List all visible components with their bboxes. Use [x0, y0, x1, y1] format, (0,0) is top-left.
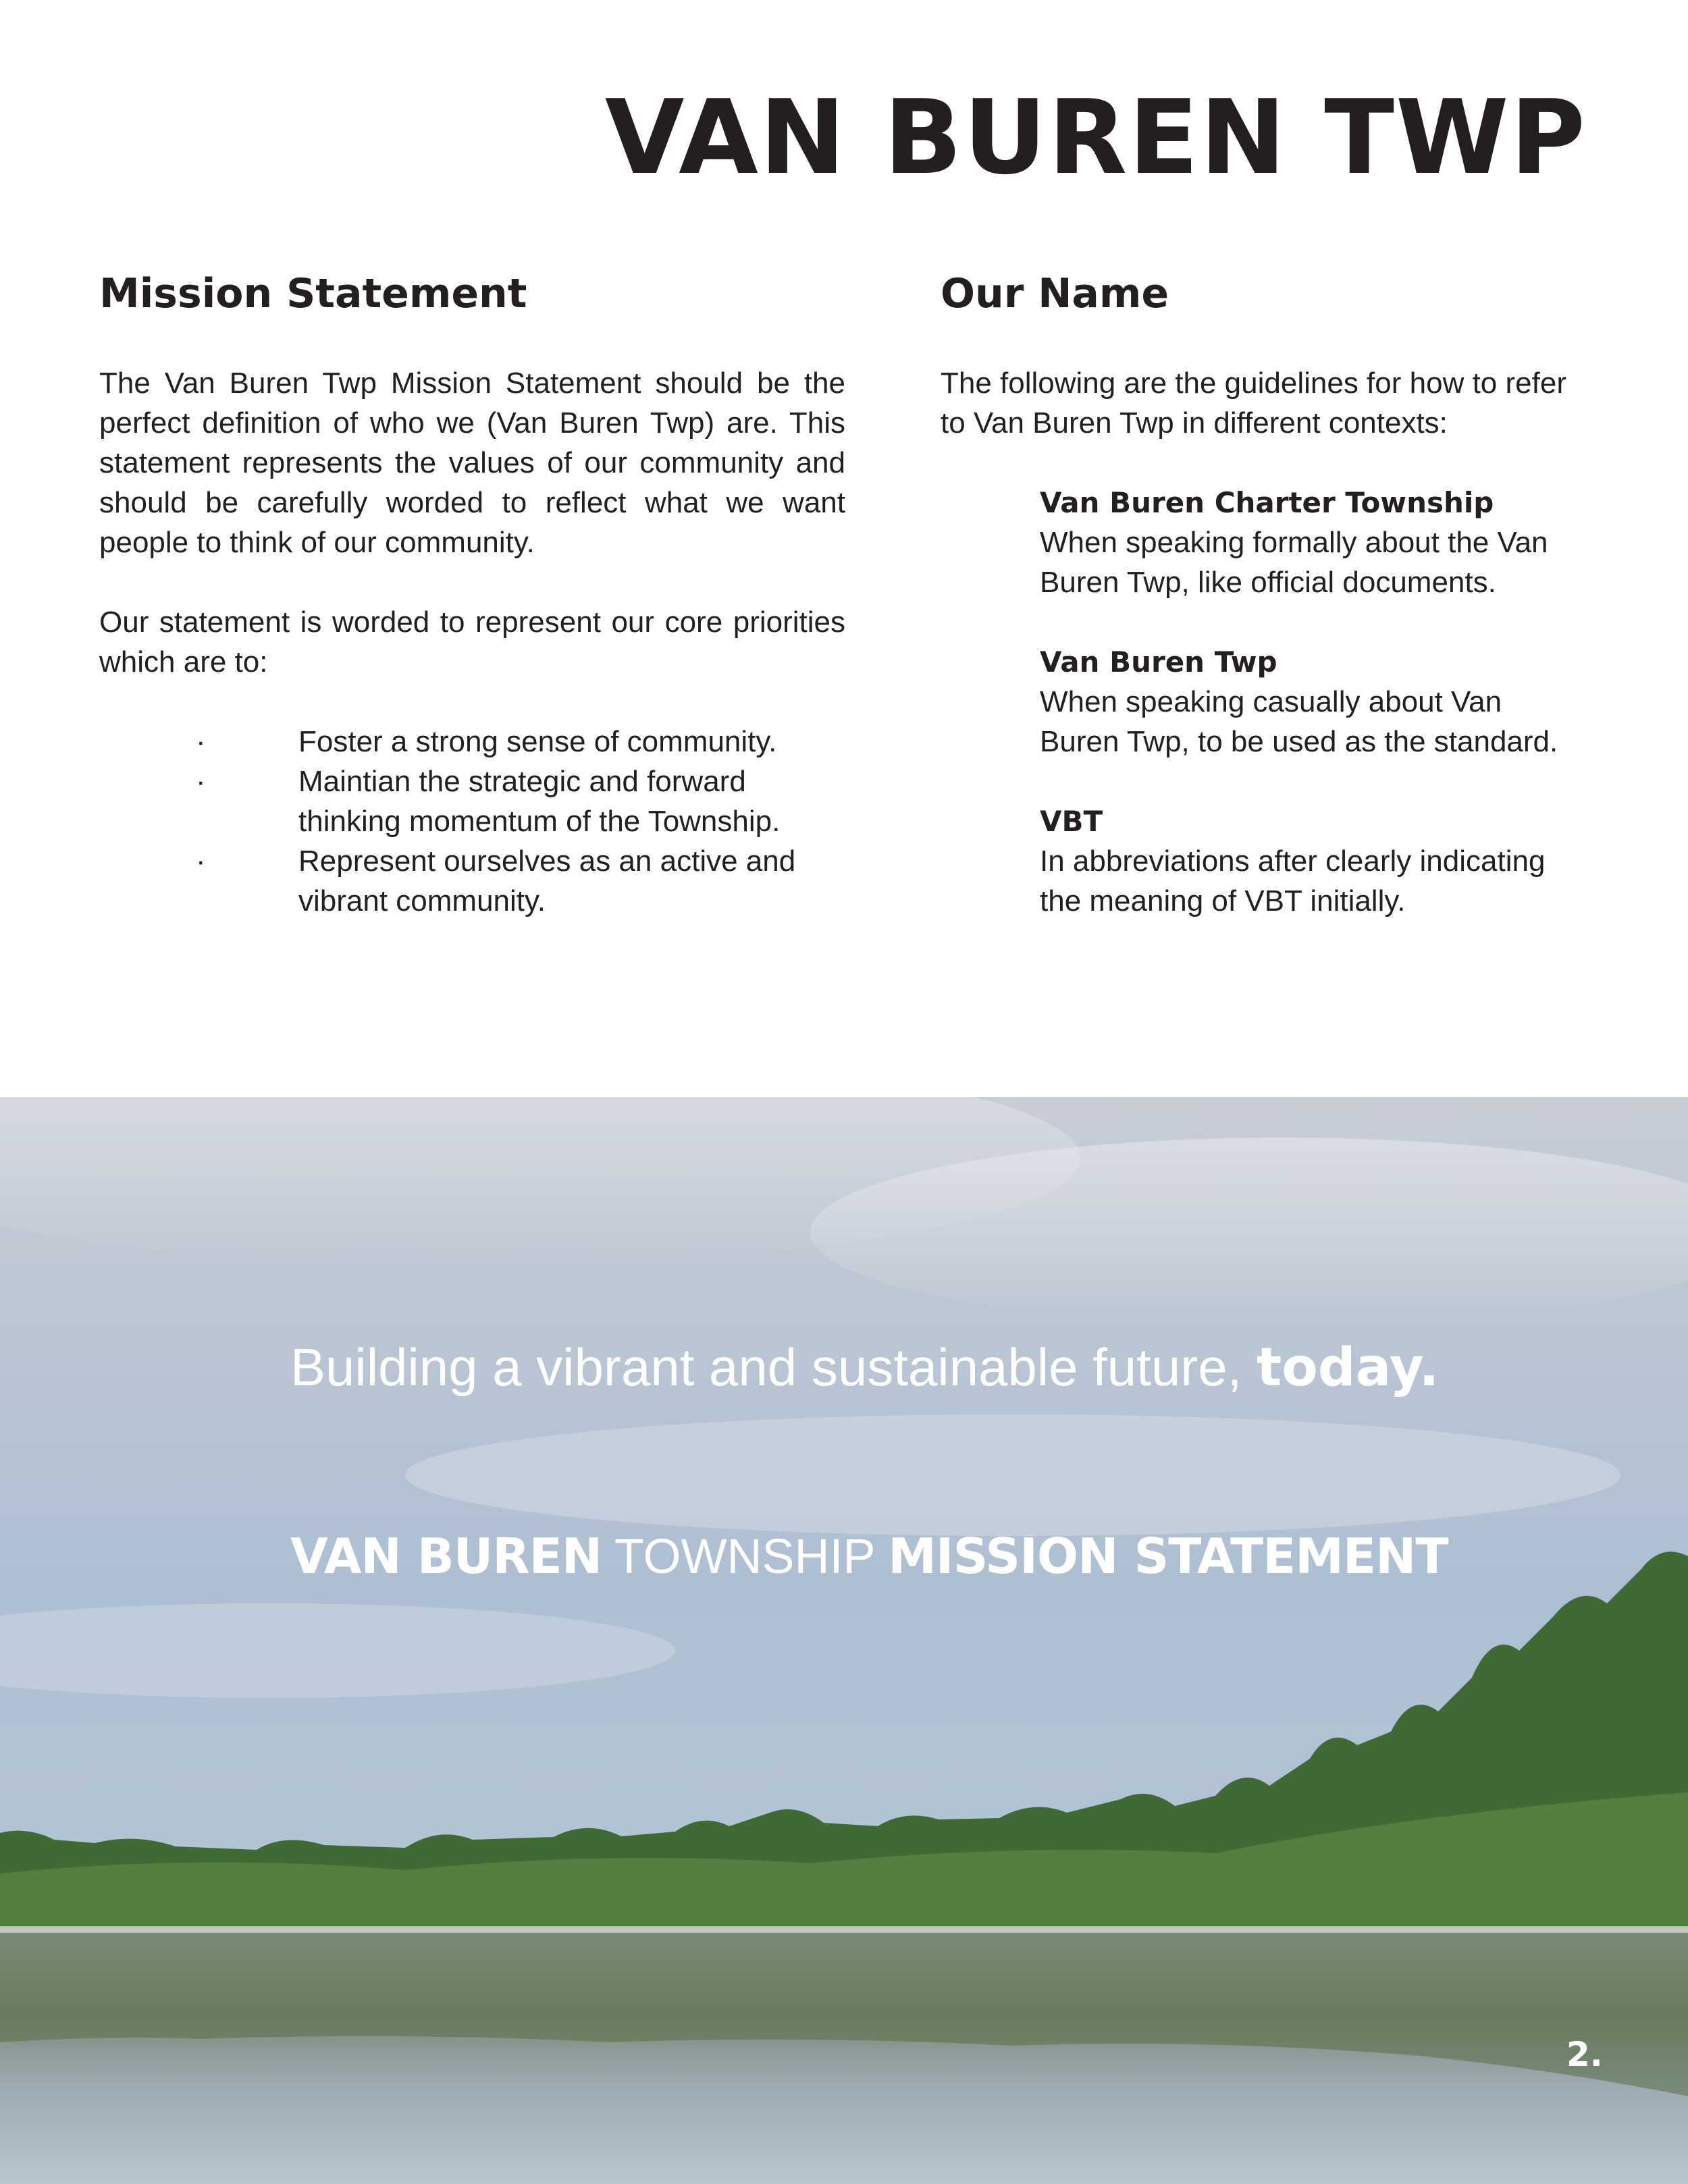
- mission-paragraph-2: Our statement is worded to represent our core priorities which are to:: [99, 606, 845, 678]
- page-title: VAN BUREN TWP: [604, 78, 1587, 197]
- name-entry-casual: [1040, 642, 1589, 762]
- lake-landscape-photo: [0, 1097, 1688, 2184]
- name-entry-abbreviation: [1040, 801, 1589, 921]
- mission-statement-heading: Mission Statement: [99, 270, 527, 317]
- hero-mission-title: [290, 1522, 1448, 1591]
- name-term: VBT: [1040, 805, 1103, 838]
- list-item: [99, 722, 845, 762]
- name-entry-formal: [1040, 483, 1589, 602]
- bullet-icon: ·: [196, 765, 206, 798]
- priority-text: Represent ourselves as an active and vibrant community.: [298, 845, 796, 917]
- tagline-emphasis: today.: [1256, 1337, 1440, 1398]
- page-number: 2.: [1566, 2035, 1603, 2074]
- title-part-2: TOWNSHIP: [614, 1530, 875, 1584]
- hero-tagline: [290, 1333, 1439, 1402]
- our-name-heading: Our Name: [941, 270, 1169, 317]
- name-term: Van Buren Twp: [1040, 645, 1277, 678]
- bullet-icon: ·: [196, 845, 206, 878]
- name-description: When speaking formally about the Van Buren Twp, like official documents.: [1040, 526, 1548, 599]
- name-term: Van Buren Charter Township: [1040, 486, 1494, 519]
- mission-paragraph-1: The Van Buren Twp Mission Statement should be the perfect definition of who we (Van Buren Twp) are. This statement represents the values of our community and should be carefully worded to reflect what we want people to think of our community.: [99, 367, 845, 559]
- our-name-section: [941, 267, 1589, 961]
- our-name-intro: The following are the guidelines for how to refer to Van Buren Twp in different contexts:: [941, 367, 1566, 440]
- list-item: [99, 762, 845, 841]
- mission-statement-section: [99, 267, 845, 921]
- bullet-icon: ·: [196, 725, 206, 758]
- name-description: In abbreviations after clearly indicating the meaning of VBT initially.: [1040, 845, 1546, 917]
- name-description: When speaking casually about Van Buren Twp, to be used as the standard.: [1040, 685, 1558, 758]
- title-part-1: VAN BUREN: [290, 1528, 602, 1584]
- title-part-3: MISSION STATEMENT: [888, 1528, 1448, 1584]
- priorities-list: [99, 722, 845, 921]
- priority-text: Foster a strong sense of community.: [298, 725, 777, 758]
- list-item: [99, 841, 845, 921]
- tagline-regular: Building a vibrant and sustainable future,: [290, 1337, 1257, 1397]
- priority-text: Maintian the strategic and forward thinking momentum of the Township.: [298, 765, 781, 838]
- lake-landscape-illustration: [0, 1097, 1688, 2184]
